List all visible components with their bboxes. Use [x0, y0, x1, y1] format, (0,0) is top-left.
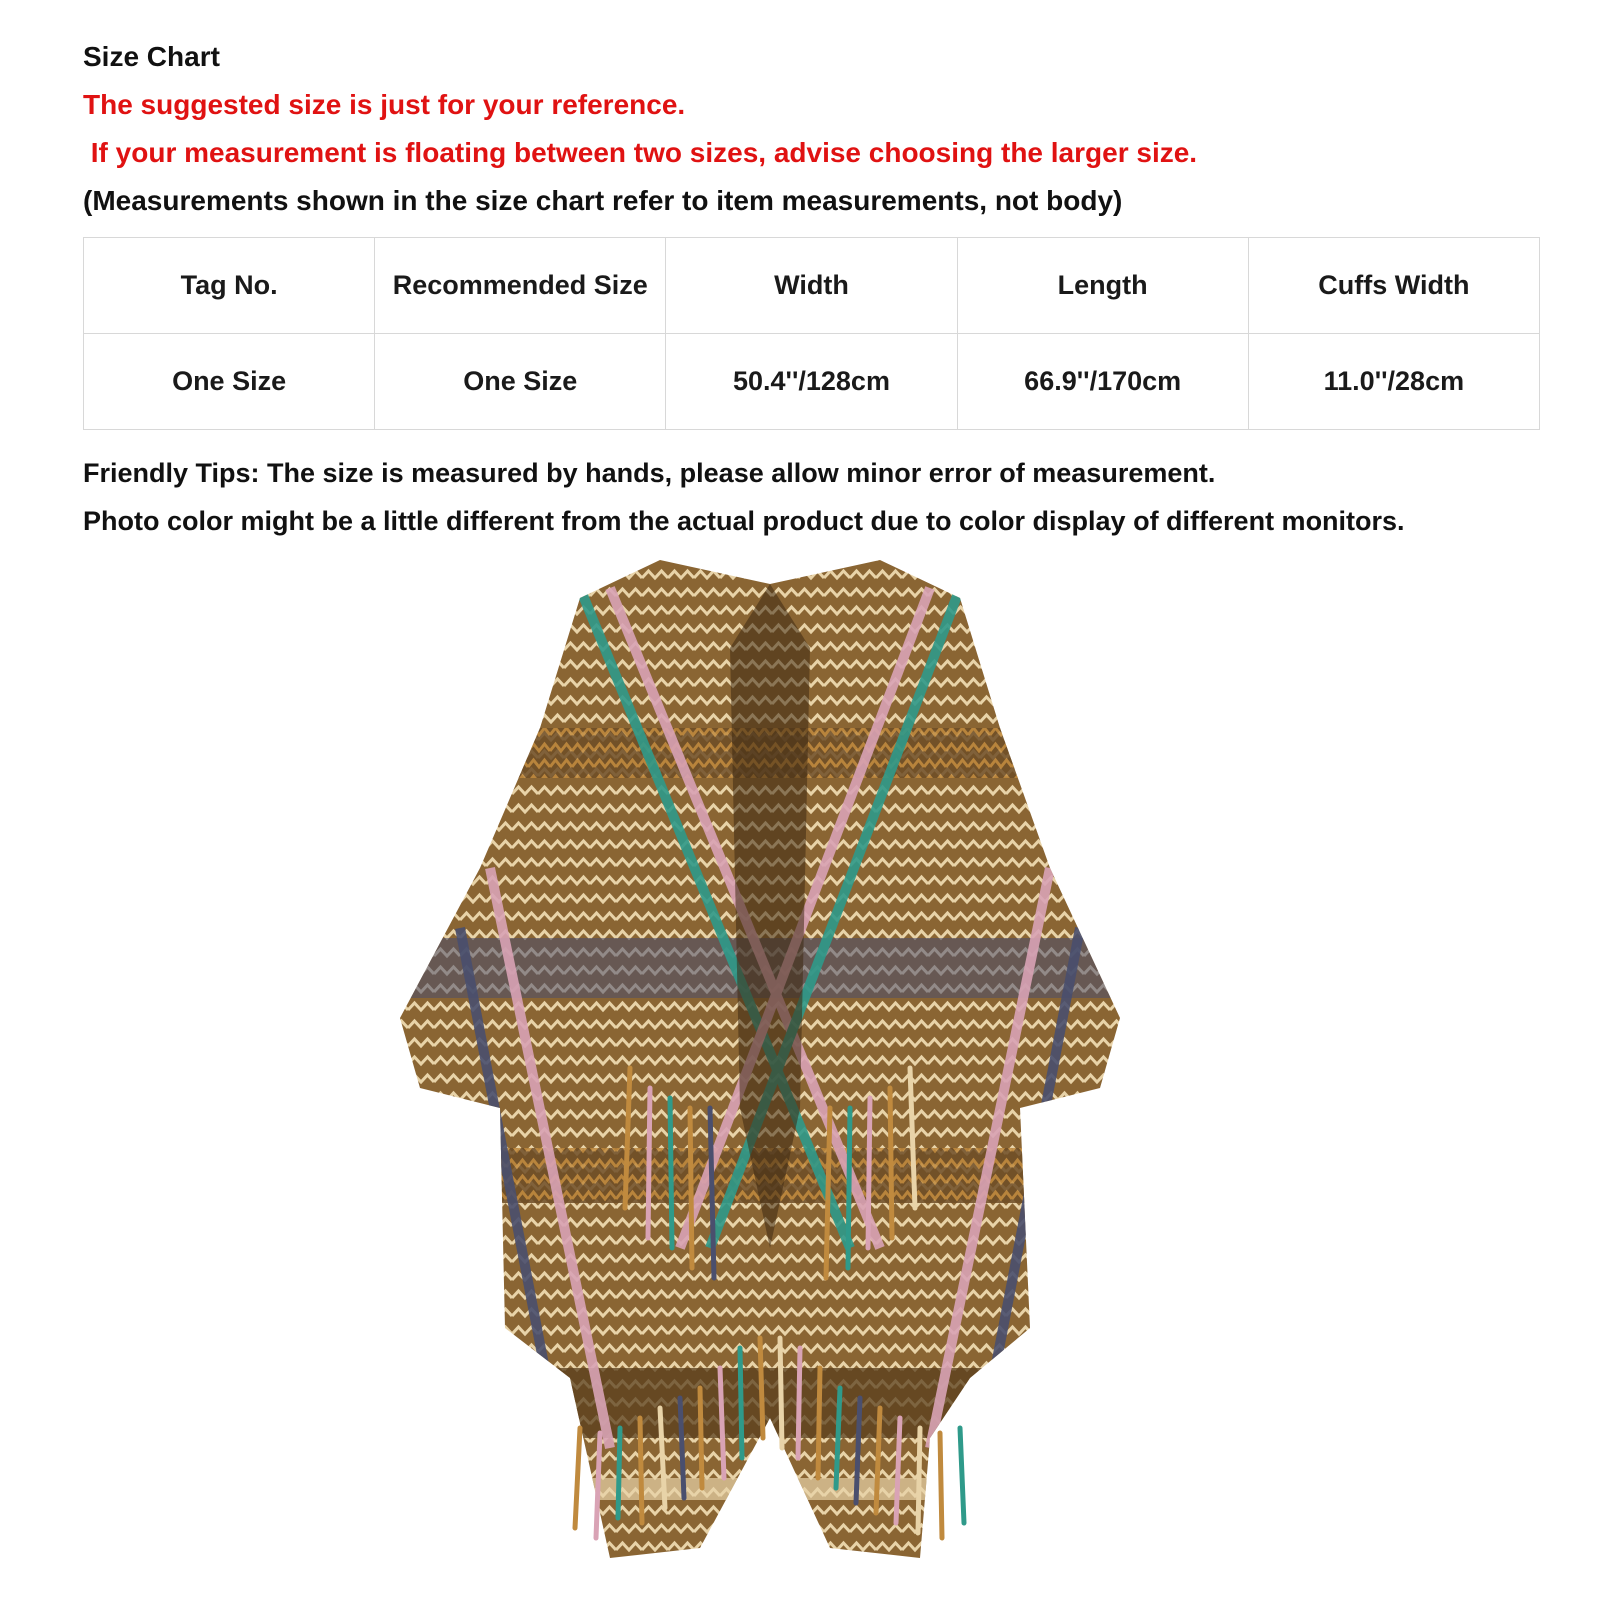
column-header-length: Length	[957, 238, 1248, 334]
column-header-width: Width	[666, 238, 957, 334]
cell-cuffs-width: 11.0''/28cm	[1248, 334, 1539, 430]
size-chart-table	[83, 237, 1540, 430]
table-header-row	[84, 238, 1540, 334]
cell-length: 66.9''/170cm	[957, 334, 1248, 430]
page-title: Size Chart	[83, 41, 220, 72]
photo-color-disclaimer: Photo color might be a little different from the actual product due to color display of different monitors.	[83, 506, 1405, 536]
cell-tag-no: One Size	[84, 334, 375, 430]
column-header-recommended-size: Recommended Size	[375, 238, 666, 334]
reference-notice: The suggested size is just for your reference.	[83, 89, 686, 120]
plaid-poncho-image	[330, 548, 1210, 1598]
cell-width: 50.4''/128cm	[666, 334, 957, 430]
sizing-advice-notice: If your measurement is floating between two sizes, advise choosing the larger size.	[83, 137, 1198, 168]
cell-recommended-size: One Size	[375, 334, 666, 430]
friendly-tips: Friendly Tips: The size is measured by hands, please allow minor error of measurement.	[83, 458, 1216, 488]
table-row	[84, 334, 1540, 430]
column-header-cuffs-width: Cuffs Width	[1248, 238, 1539, 334]
column-header-tag-no: Tag No.	[84, 238, 375, 334]
measurement-note: (Measurements shown in the size chart refer to item measurements, not body)	[83, 185, 1123, 216]
